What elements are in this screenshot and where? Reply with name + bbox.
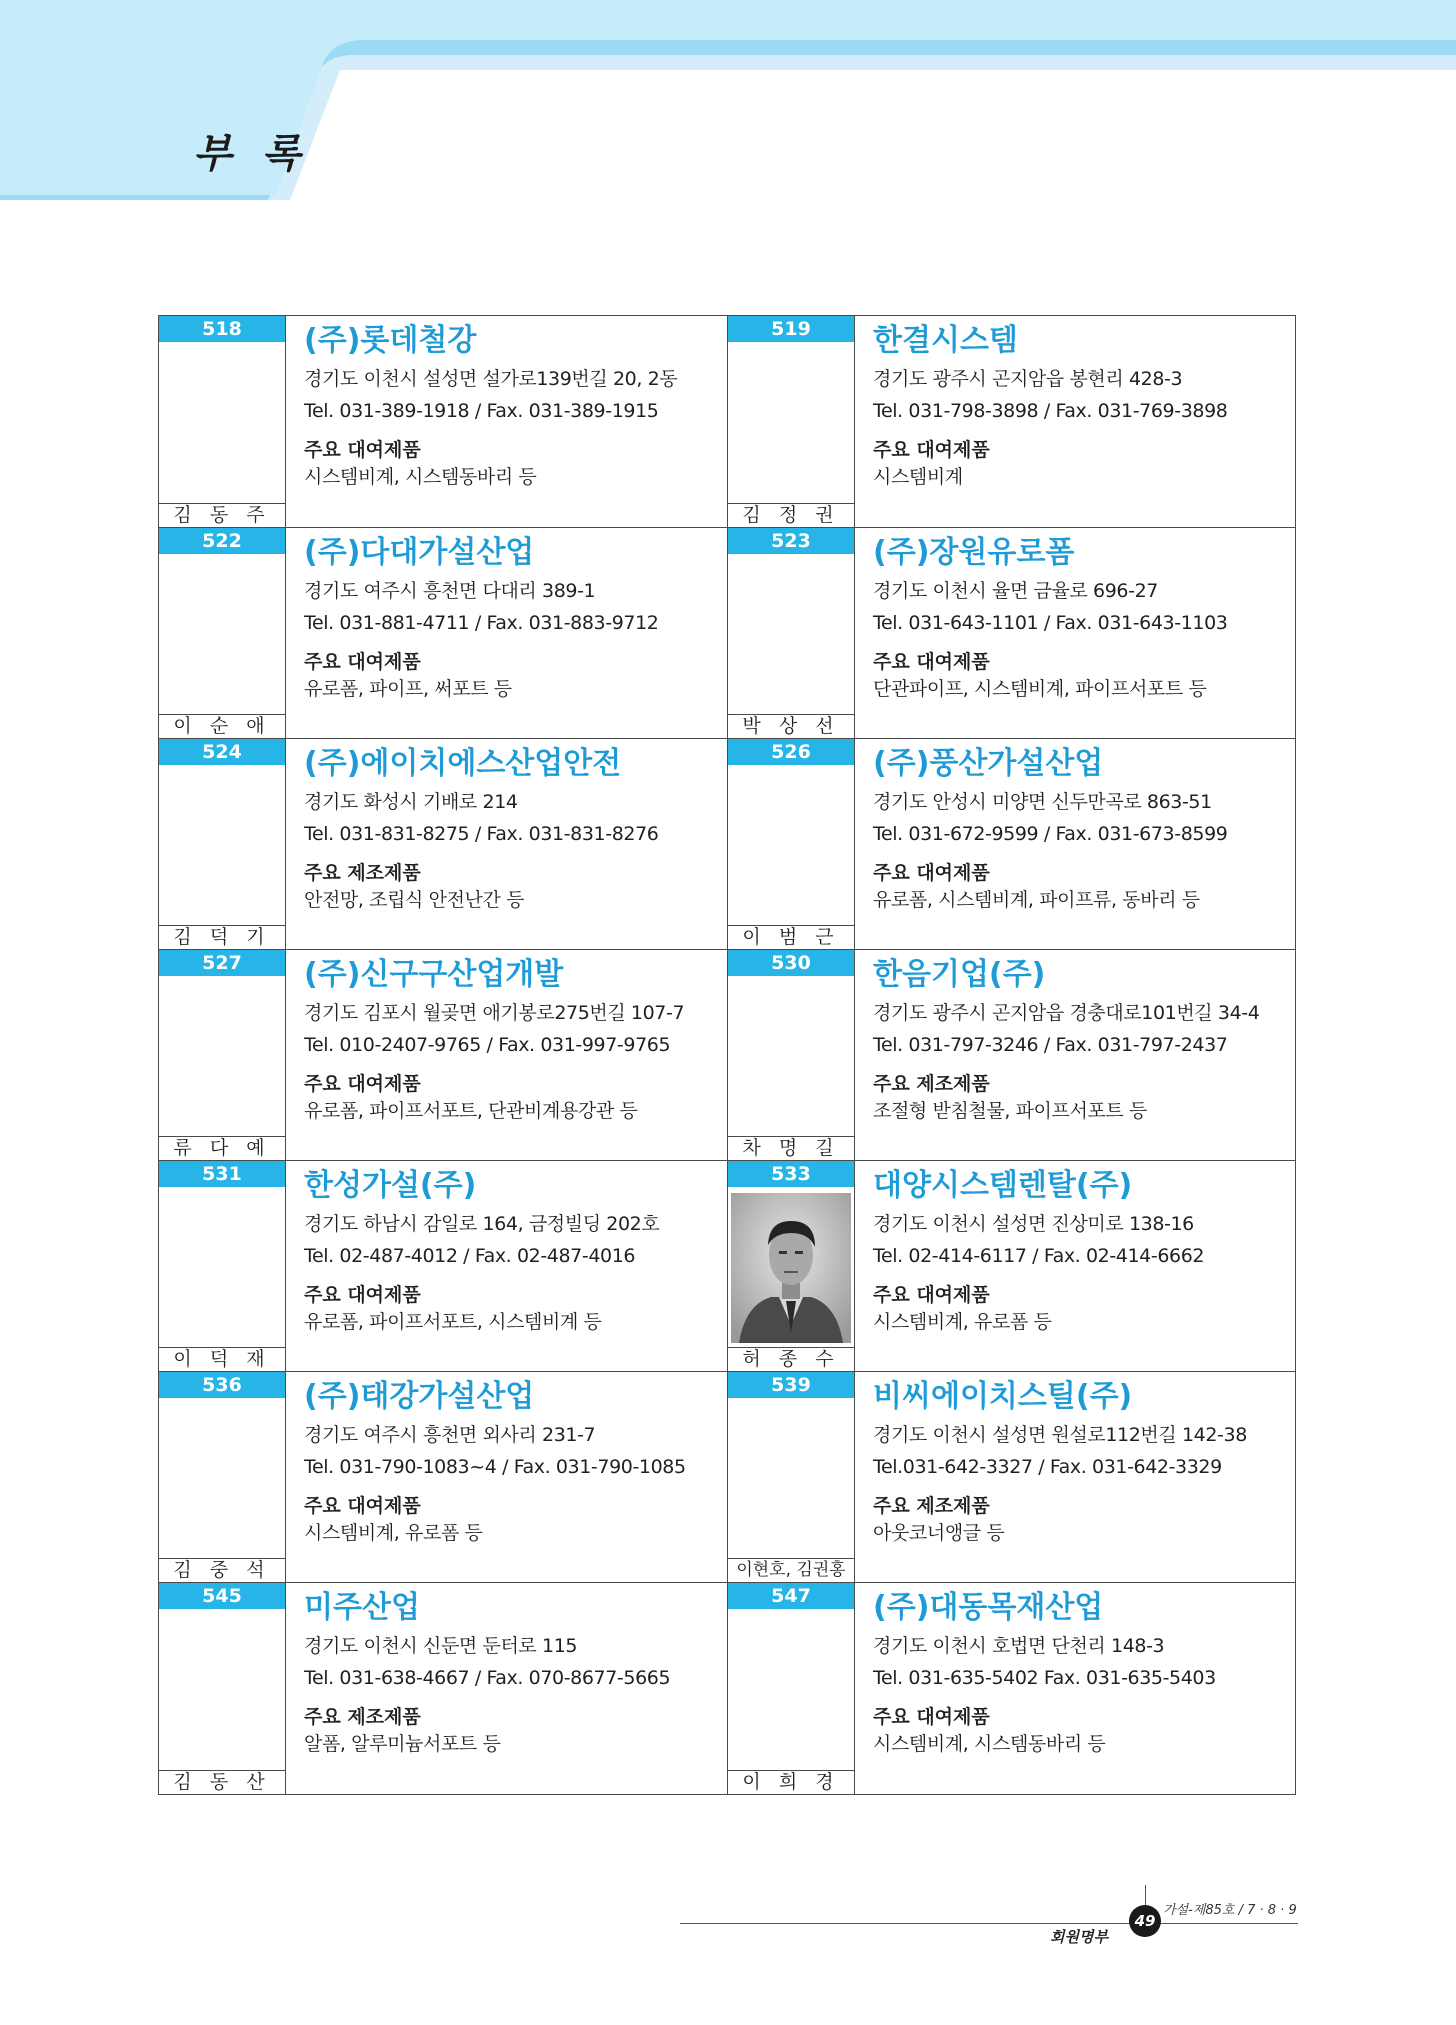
representative-name: 이 범 근 [728,925,854,949]
product-category: 주요 대여제품 [304,651,421,673]
product-list: 시스템비계, 유로폼 등 [304,1522,483,1544]
entry-side-column [728,528,855,738]
company-name: (주)다대가설산업 [304,535,535,570]
company-phone: Tel. 02-487-4012 / Fax. 02-487-4016 [304,1245,636,1267]
section-title: 부 록 [193,131,309,177]
entry-info [873,316,1287,489]
representative-name: 김 동 산 [159,1770,285,1794]
company-name: (주)대동목재산업 [873,1590,1104,1625]
entry-side-column [728,739,855,949]
directory-row [159,527,1295,738]
member-number: 523 [728,528,854,554]
product-category: 주요 대여제품 [304,439,421,461]
company-name: 비씨에이치스틸(주) [873,1379,1133,1414]
member-number: 527 [159,950,285,976]
company-address: 경기도 김포시 월곶면 애기봉로275번길 107-7 [304,1002,685,1024]
company-name: (주)에이치에스산업안전 [304,746,622,781]
entry-side-column [728,1583,855,1794]
issue-label: 가설-제85호 / 7 · 8 · 9 [1163,1903,1297,1918]
product-category: 주요 대여제품 [304,1495,421,1517]
entry-side-column [159,739,286,949]
member-entry [727,1161,1295,1371]
directory-row [159,316,1295,527]
member-number: 536 [159,1372,285,1398]
entry-side-column [728,316,855,527]
product-list: 유로폼, 파이프서포트, 시스템비계 등 [304,1311,602,1333]
member-number: 519 [728,316,854,342]
company-address: 경기도 여주시 흥천면 다대리 389-1 [304,580,596,602]
entry-side-column [728,1161,855,1371]
member-directory-grid [158,315,1296,1795]
company-phone: Tel. 031-797-3246 / Fax. 031-797-2437 [873,1034,1228,1056]
product-list: 단관파이프, 시스템비계, 파이프서포트 등 [873,678,1207,700]
member-number: 530 [728,950,854,976]
company-phone: Tel. 031-635-5402 Fax. 031-635-5403 [873,1667,1216,1689]
member-entry [159,1372,727,1582]
entry-side-column [728,950,855,1160]
entry-side-column [728,1372,855,1582]
representative-name: 이 희 경 [728,1770,854,1794]
product-list: 시스템비계, 시스템동바리 등 [873,1733,1106,1755]
entry-info [873,528,1287,701]
product-list: 안전망, 조립식 안전난간 등 [304,889,525,911]
representative-name: 차 명 길 [728,1136,854,1160]
company-phone: Tel. 031-672-9599 / Fax. 031-673-8599 [873,823,1228,845]
product-category: 주요 제조제품 [873,1073,990,1095]
company-name: (주)풍산가설산업 [873,746,1104,781]
product-category: 주요 대여제품 [873,1706,990,1728]
member-number: 533 [728,1161,854,1187]
member-number: 539 [728,1372,854,1398]
company-name: (주)태강가설산업 [304,1379,535,1414]
product-list: 조절형 받침철물, 파이프서포트 등 [873,1100,1147,1122]
entry-info [873,1372,1287,1545]
representative-name: 김 동 주 [159,503,285,527]
member-number: 547 [728,1583,854,1609]
entry-info [873,950,1287,1123]
representative-name: 이 순 애 [159,714,285,738]
company-phone: Tel. 031-881-4711 / Fax. 031-883-9712 [304,612,659,634]
entry-info [873,1161,1287,1334]
member-entry [727,528,1295,738]
product-list: 시스템비계, 시스템동바리 등 [304,466,537,488]
company-address: 경기도 광주시 곤지암읍 경충대로101번길 34-4 [873,1002,1260,1024]
company-name: (주)롯데철강 [304,323,477,358]
company-phone: Tel. 031-831-8275 / Fax. 031-831-8276 [304,823,659,845]
member-number: 518 [159,316,285,342]
product-category: 주요 대여제품 [304,1073,421,1095]
company-address: 경기도 이천시 설성면 원설로112번길 142-38 [873,1424,1247,1446]
company-address: 경기도 이천시 신둔면 둔터로 115 [304,1635,578,1657]
directory-row [159,1371,1295,1582]
member-entry [159,1161,727,1371]
member-entry [159,1583,727,1794]
directory-row [159,1582,1295,1794]
representative-name: 김 정 권 [728,503,854,527]
entry-info [304,1161,719,1334]
representative-name: 이 덕 재 [159,1347,285,1371]
entry-side-column [159,316,286,527]
company-phone: Tel. 031-790-1083~4 / Fax. 031-790-1085 [304,1456,686,1478]
member-entry [159,739,727,949]
directory-row [159,949,1295,1160]
company-address: 경기도 이천시 설성면 설가로139번길 20, 2동 [304,368,678,390]
member-number: 522 [159,528,285,554]
member-number: 545 [159,1583,285,1609]
entry-info [304,739,719,912]
representative-name: 김 덕 기 [159,925,285,949]
product-category: 주요 대여제품 [873,439,990,461]
product-category: 주요 대여제품 [873,651,990,673]
company-address: 경기도 여주시 흥천면 외사리 231-7 [304,1424,596,1446]
company-name: 한결시스템 [873,323,1018,358]
product-list: 시스템비계 [873,466,963,488]
entry-info [304,1583,719,1756]
member-entry [727,1372,1295,1582]
directory-row [159,738,1295,949]
company-name: 미주산업 [304,1590,420,1625]
member-number: 531 [159,1161,285,1187]
company-address: 경기도 화성시 기배로 214 [304,791,518,813]
representative-name: 류 다 예 [159,1136,285,1160]
entry-info [304,950,719,1123]
entry-info [873,1583,1287,1756]
company-phone: Tel.031-642-3327 / Fax. 031-642-3329 [873,1456,1222,1478]
member-entry [727,950,1295,1160]
company-address: 경기도 광주시 곤지암읍 봉현리 428-3 [873,368,1183,390]
member-number: 526 [728,739,854,765]
company-phone: Tel. 031-389-1918 / Fax. 031-389-1915 [304,400,659,422]
representative-name: 박 상 선 [728,714,854,738]
company-phone: Tel. 031-638-4667 / Fax. 070-8677-5665 [304,1667,671,1689]
entry-info [304,316,719,489]
company-phone: Tel. 010-2407-9765 / Fax. 031-997-9765 [304,1034,671,1056]
product-list: 알폼, 알루미늄서포트 등 [304,1733,501,1755]
product-category: 주요 대여제품 [873,862,990,884]
company-phone: Tel. 02-414-6117 / Fax. 02-414-6662 [873,1245,1205,1267]
company-address: 경기도 안성시 미양면 신두만곡로 863-51 [873,791,1212,813]
member-entry [159,950,727,1160]
member-entry [159,316,727,527]
member-entry [727,739,1295,949]
product-list: 아웃코너앵글 등 [873,1522,1005,1544]
representative-name: 허 종 수 [728,1347,854,1371]
company-name: (주)장원유로폼 [873,535,1075,570]
entry-info [304,528,719,701]
product-list: 시스템비계, 유로폼 등 [873,1311,1052,1333]
product-list: 유로폼, 파이프, 써포트 등 [304,678,512,700]
company-name: 한성가설(주) [304,1168,477,1203]
entry-side-column [159,1372,286,1582]
page-number: 49 [1129,1905,1161,1937]
directory-row [159,1160,1295,1371]
company-phone: Tel. 031-643-1101 / Fax. 031-643-1103 [873,612,1228,634]
company-name: 대양시스템렌탈(주) [873,1168,1133,1203]
company-address: 경기도 이천시 호법면 단천리 148-3 [873,1635,1165,1657]
product-category: 주요 제조제품 [304,862,421,884]
representative-photo [731,1193,851,1343]
company-address: 경기도 이천시 율면 금율로 696-27 [873,580,1158,602]
member-number: 524 [159,739,285,765]
company-address: 경기도 하남시 감일로 164, 금정빌딩 202호 [304,1213,660,1235]
product-category: 주요 대여제품 [873,1284,990,1306]
product-category: 주요 제조제품 [873,1495,990,1517]
representative-name: 김 중 석 [159,1558,285,1582]
entry-side-column [159,1161,286,1371]
member-entry [727,1583,1295,1794]
entry-side-column [159,528,286,738]
company-name: 한음기업(주) [873,957,1046,992]
company-address: 경기도 이천시 설성면 진상미로 138-16 [873,1213,1194,1235]
company-name: (주)신구구산업개발 [304,957,564,992]
entry-info [873,739,1287,912]
representative-name: 이현호, 김권홍 [728,1558,854,1582]
entry-side-column [159,950,286,1160]
member-entry [159,528,727,738]
product-list: 유로폼, 파이프서포트, 단관비계용강관 등 [304,1100,638,1122]
company-phone: Tel. 031-798-3898 / Fax. 031-769-3898 [873,400,1228,422]
entry-info [304,1372,719,1545]
entry-side-column [159,1583,286,1794]
member-entry [727,316,1295,527]
footer-rule [680,1923,1298,1924]
product-category: 주요 대여제품 [304,1284,421,1306]
product-category: 주요 제조제품 [304,1706,421,1728]
section-name: 회원명부 [1050,1928,1108,1946]
product-list: 유로폼, 시스템비계, 파이프류, 동바리 등 [873,889,1200,911]
